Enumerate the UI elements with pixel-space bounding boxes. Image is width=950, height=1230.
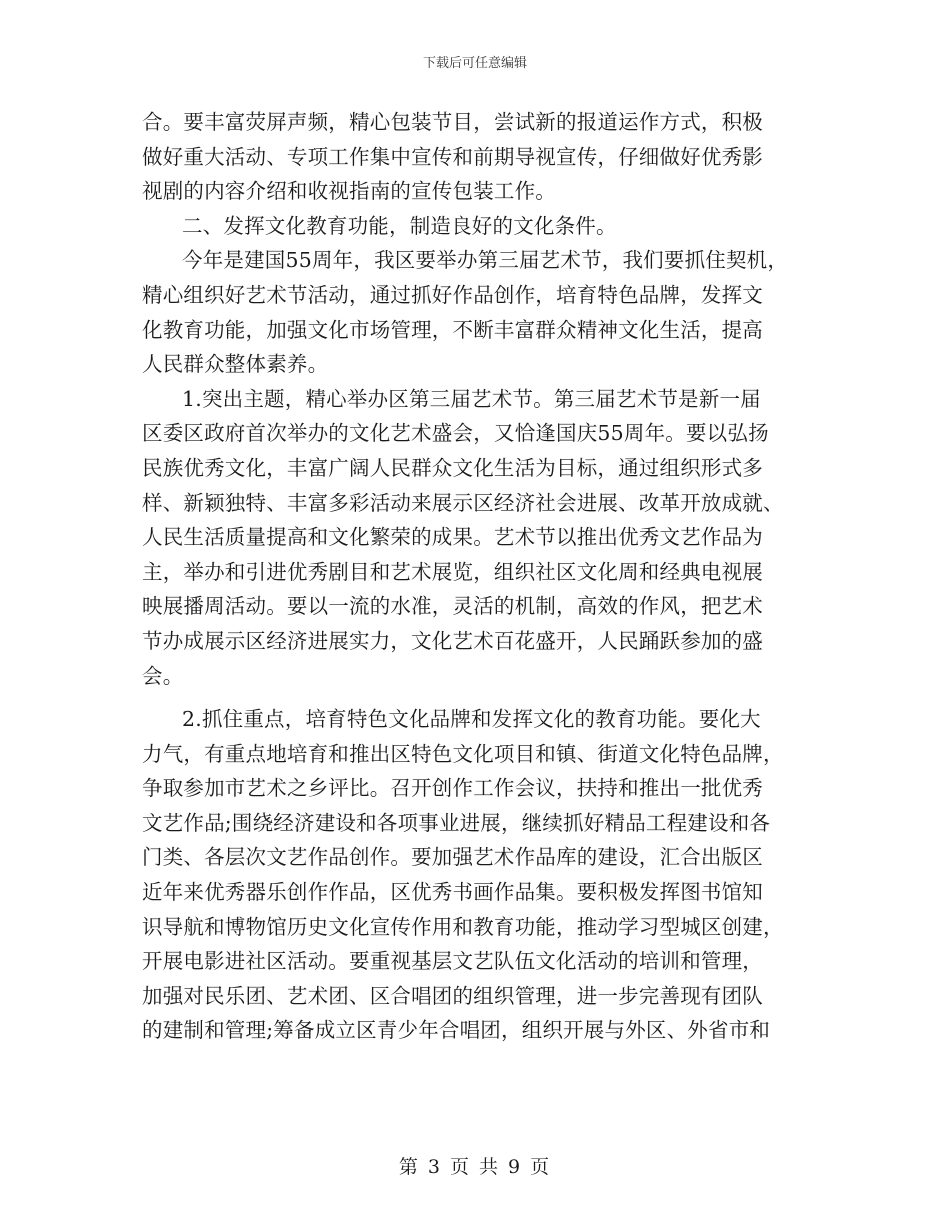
text-line: 开展电影进社区活动。要重视基层文艺队伍文化活动的培训和管理， [142,949,763,974]
text-line: 文艺作品;围绕经济建设和各项事业进展，继续抓好精品工程建设和各 [142,810,771,835]
text-line: 精心组织好艺术节活动，通过抓好作品创作，培育特色品牌，发挥文 [142,282,763,307]
text-line: 节办成展示区经济进展实力，文化艺术百花盛开，人民踊跃参加的盛 [142,628,763,653]
text-line: 力气，有重点地培育和推出区特色文化项目和镇、街道文化特色品牌， [142,741,784,766]
text-line: 会。 [142,663,184,688]
text-line: 合。要丰富荧屏声频，精心包装节目，尝试新的报道运作方式，积极 [142,110,763,134]
text-line: 的建制和管理;筹备成立区青少年合唱团，组织开展与外区、外省市和 [142,1018,771,1043]
text-line: 做好重大活动、专项工作集中宣传和前期导视宣传，仔细做好优秀影 [142,144,763,169]
text-line: 映展播周活动。要以一流的水准，灵活的机制，高效的作风，把艺术 [142,594,763,619]
paragraph-gap [142,693,822,702]
text-line: 区委区政府首次举办的文化艺术盛会，又恰逢国庆55周年。要以弘扬 [142,421,769,446]
text-line: 近年来优秀器乐创作作品，区优秀书画作品集。要积极发挥图书馆知 [142,880,763,905]
text-line: 门类、各层次文艺作品创作。要加强艺术作品库的建设，汇合出版区 [142,845,763,870]
text-line: 视剧的内容介绍和收视指南的宣传包装工作。 [142,179,556,204]
text-line: 识导航和博物馆历史文化宣传作用和教育功能，推动学习型城区创建， [142,914,784,939]
text-line: 人民生活质量提高和文化繁荣的成果。艺术节以推出优秀文艺作品为 [142,525,763,550]
page-number: 第 3 页 共 9 页 [398,1156,552,1178]
document-body [142,105,822,1048]
text-line: 人民群众整体素养。 [142,352,329,377]
page-header-note: 下载后可任意编辑 [422,56,527,71]
section-heading: 二、发挥文化教育功能，制造良好的文化条件。 [182,213,617,238]
text-line: 今年是建国55周年，我区要举办第三届艺术节，我们要抓住契机， [182,248,789,273]
text-line: 样、新颖独特、丰富多彩活动来展示区经济社会进展、改革开放成就、 [142,490,784,515]
text-line: 争取参加市艺术之乡评比。召开创作工作会议，扶持和推出一批优秀 [142,776,763,801]
text-line: 民族优秀文化，丰富广阔人民群众文化生活为目标，通过组织形式多 [142,455,763,480]
subsection-heading: 2.抓住重点，培育特色文化品牌和发挥文化的教育功能。要化大 [182,707,761,732]
text-line: 加强对民乐团、艺术团、区合唱团的组织管理，进一步完善现有团队 [142,983,763,1008]
subsection-heading: 1.突出主题，精心举办区第三届艺术节。第三届艺术节是新一届 [182,386,761,411]
text-line: 化教育功能，加强文化市场管理，不断丰富群众精神文化生活，提高 [142,317,763,342]
text-line: 主，举办和引进优秀剧目和艺术展览，组织社区文化周和经典电视展 [142,559,763,584]
